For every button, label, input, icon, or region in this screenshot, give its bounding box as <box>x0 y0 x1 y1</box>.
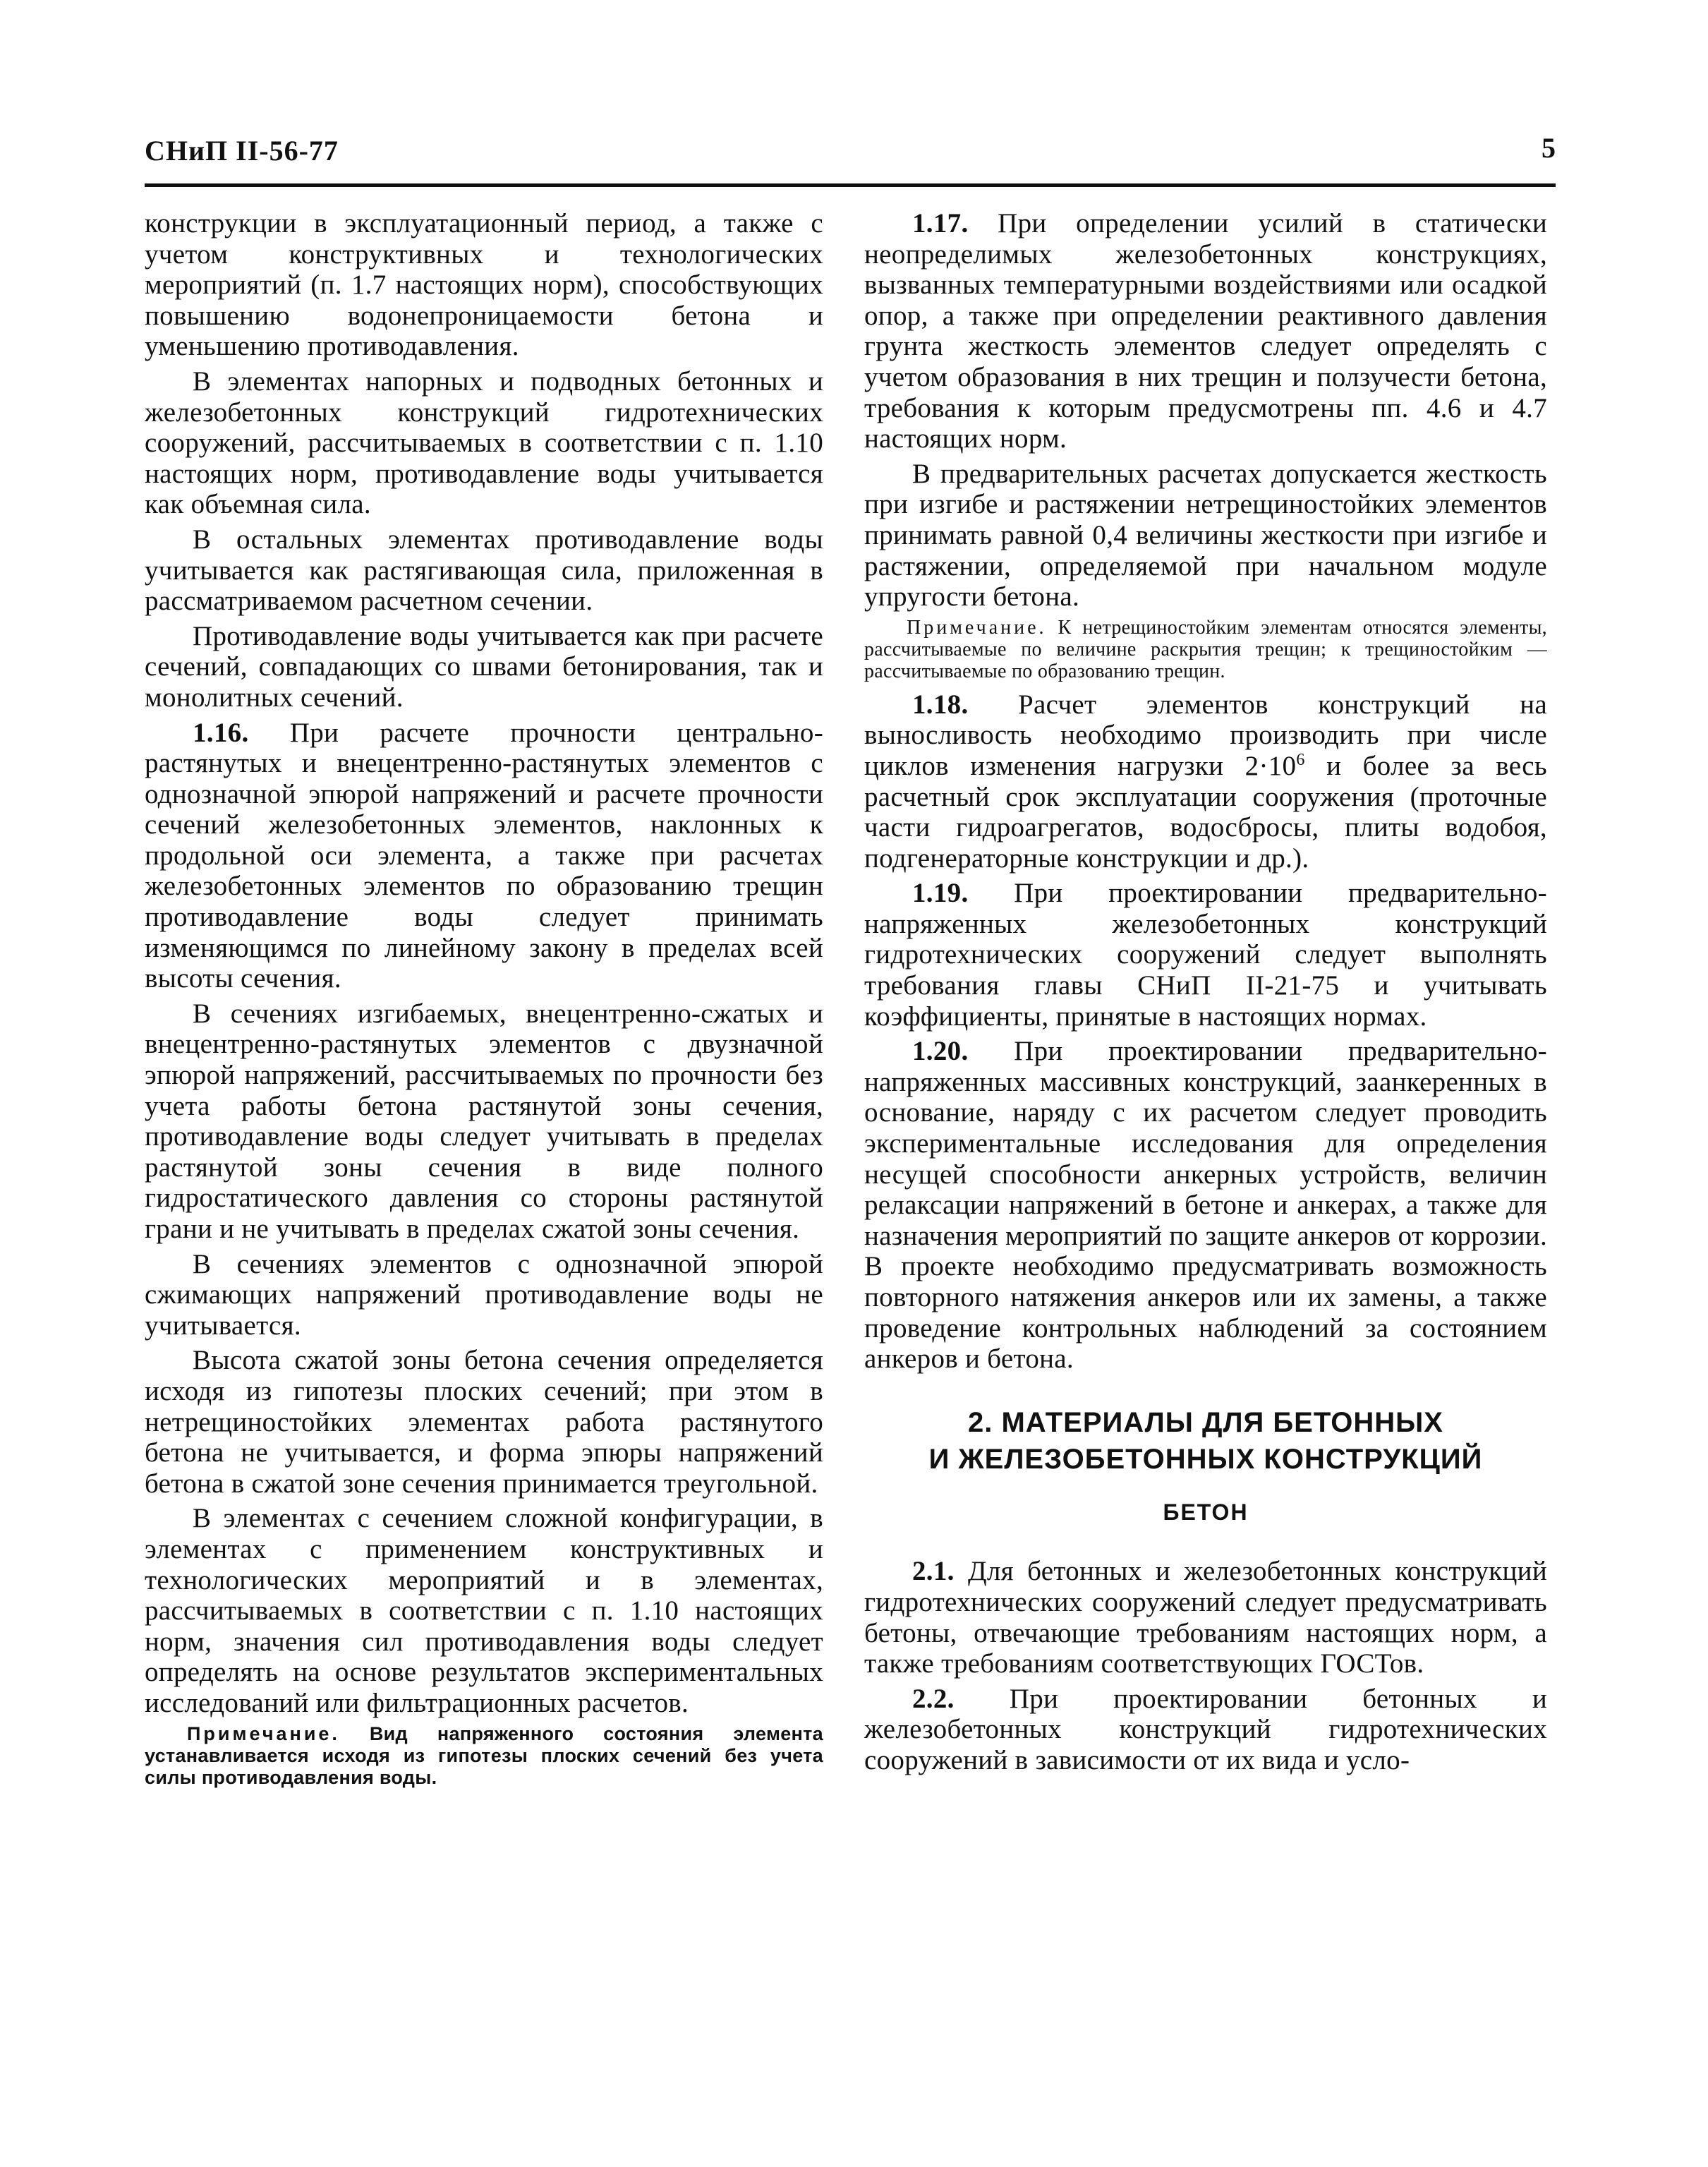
section-heading-line: И ЖЕЛЕЗОБЕТОННЫХ КОНСТРУКЦИЙ <box>928 1443 1483 1475</box>
clause-1-19 <box>864 878 1547 1032</box>
clause-1-20 <box>864 1036 1547 1375</box>
paragraph: Высота сжатой зоны бетона сечения определяется исходя из гипотезы плоских сечений; при этом в нетрещиностойких элементах работа растянутого бетона не учитывается, и форма эпюры напряжений бетона в сжатой зоне сечения принимается треугольной. <box>145 1345 823 1499</box>
clause-text: При проектировании бетонных и железобетонных конструкций гидротехнических сооружений в зависимости от их вида и усло- <box>864 1683 1547 1775</box>
page-number: 5 <box>1542 132 1556 164</box>
clause-1-18 <box>864 689 1547 874</box>
clause-text: При определении усилий в статически неопределимых железобетонных конструкциях, вызванных температурными воздействиями или осадкой опор, а также при определении реактивного давления грунта жесткость элементов следует определять с учетом образования в них трещин и ползучести бетона, требования к которым предусмотрены пп. 4.6 и 4.7 настоящих норм. <box>864 208 1547 454</box>
section-heading <box>864 1404 1547 1478</box>
exponent: 6 <box>1296 750 1305 769</box>
clause-2-1 <box>864 1556 1547 1679</box>
note <box>864 617 1547 682</box>
clause-text: Расчет элементов конструкций на выносливость необходимо производить при числе циклов изменения нагрузки 2·10 <box>864 689 1547 781</box>
note-label: Примечание. <box>187 1722 340 1744</box>
right-column <box>864 208 1547 1780</box>
paragraph: Противодавление воды учитывается как при расчете сечений, совпадающих со швами бетонирования, так и монолитных сечений. <box>145 620 823 713</box>
note <box>145 1723 823 1789</box>
clause-number: 1.20. <box>912 1036 969 1067</box>
clause-1-17 <box>864 208 1547 454</box>
clause-text-cont: и более за весь расчетный срок эксплуатации сооружения (проточные части гидроагрегатов, водосбросы, плиты водобоя, подгенераторные конструкции и др.). <box>864 750 1547 874</box>
clause-number: 1.17. <box>912 208 969 239</box>
note-label: Примечание. <box>907 616 1047 639</box>
clause-number: 1.16. <box>193 717 249 748</box>
clause-number: 2.1. <box>912 1556 955 1587</box>
document-code: СНиП II-56-77 <box>145 135 339 167</box>
clause-text: При расчете прочности центрально-растянутых и внецентренно-растянутых элементов с однозначной эпюрой напряжений и расчете прочности сечений железобетонных элементов, наклонных к продольной оси элемента, а также при расчетах железобетонных элементов по образованию трещин противодавление воды следует принимать изменяющимся по линейному закону в пределах всей высоты сечения. <box>145 717 823 994</box>
paragraph: В элементах напорных и подводных бетонных и железобетонных конструкций гидротехнических сооружений, рассчитываемых в соответствии с п. 1.10 настоящих норм, противодавление воды учитывается как объемная сила. <box>145 366 823 520</box>
clause-2-2 <box>864 1684 1547 1776</box>
paragraph: В предварительных расчетах допускается жесткость при изгибе и растяжении нетрещиностойких элементов принимать равной 0,4 величины жесткости при изгибе и растяжении, определяемой при начальном модуле упругости бетона. <box>864 458 1547 612</box>
clause-text: При проектировании предварительно-напряженных железобетонных конструкций гидротехнических сооружений следует выполнять требования главы СНиП II-21-75 и учитывать коэффициенты, принятые в настоящих нормах. <box>864 878 1547 1032</box>
clause-number: 1.18. <box>912 689 969 720</box>
page-header <box>145 134 1556 187</box>
note-text: Вид напряженного состояния элемента устанавливается исходя из гипотезы плоских сечений без учета силы противодавления воды. <box>145 1722 823 1788</box>
subheading: БЕТОН <box>1163 1499 1249 1525</box>
clause-number: 1.19. <box>912 878 969 909</box>
paragraph: В сечениях изгибаемых, внецентренно-сжатых и внецентренно-растянутых элементов с двузначной эпюрой напряжений, рассчитываемых по прочности без учета работы бетона растянутой зоны сечения, противодавление воды следует учитывать в пределах растянутой зоны сечения в виде полного гидростатического давления со стороны растянутой грани и не учитывать в пределах сжатой зоны сечения. <box>145 998 823 1244</box>
clause-text: При проектировании предварительно-напряженных массивных конструкций, заанкеренных в основание, наряду с их расчетом следует проводить экспериментальные исследования для определения несущей способности анкерных устройств, величин релаксации напряжений в бетоне и анкерах, а также для назначения мероприятий по защите анкеров от коррозии. В проекте необходимо предусматривать возможность повторного натяжения анкеров или их замены, а также проведение контрольных наблюдений за состоянием анкеров и бетона. <box>864 1036 1547 1375</box>
paragraph: В элементах с сечением сложной конфигурации, в элементах с применением конструктивных и технологических мероприятий и в элементах, рассчитываемых в соответствии с п. 1.10 настоящих норм, значения сил противодавления воды следует определять на основе результатов экспериментальных исследований или фильтрационных расчетов. <box>145 1503 823 1718</box>
paragraph: В сечениях элементов с однозначной эпюрой сжимающих напряжений противодавление воды не учитывается. <box>145 1248 823 1341</box>
clause-text: Для бетонных и железобетонных конструкций гидротехнических сооружений следует предусматривать бетоны, отвечающие требованиям настоящих норм, а также требованиям соответствующих ГОСТов. <box>864 1556 1547 1679</box>
paragraph: конструкции в эксплуатационный период, а также с учетом конструктивных и технологических мероприятий (п. 1.7 настоящих норм), способствующих повышению водонепроницаемости бетона и уменьшению противодавления. <box>145 208 823 362</box>
paragraph: В остальных элементах противодавление воды учитывается как растягивающая сила, приложенная в рассматриваемом расчетном сечении. <box>145 524 823 617</box>
left-column <box>145 208 823 1796</box>
note-text: К нетрещиностойким элементам относятся элементы, рассчитываемые по величине раскрытия трещин; к трещиностойким — рассчитываемые по образованию трещин. <box>864 616 1547 682</box>
section-heading-line: 2. МАТЕРИАЛЫ ДЛЯ БЕТОННЫХ <box>968 1406 1443 1438</box>
clause-number: 2.2. <box>912 1683 955 1714</box>
clause-1-16 <box>145 718 823 994</box>
